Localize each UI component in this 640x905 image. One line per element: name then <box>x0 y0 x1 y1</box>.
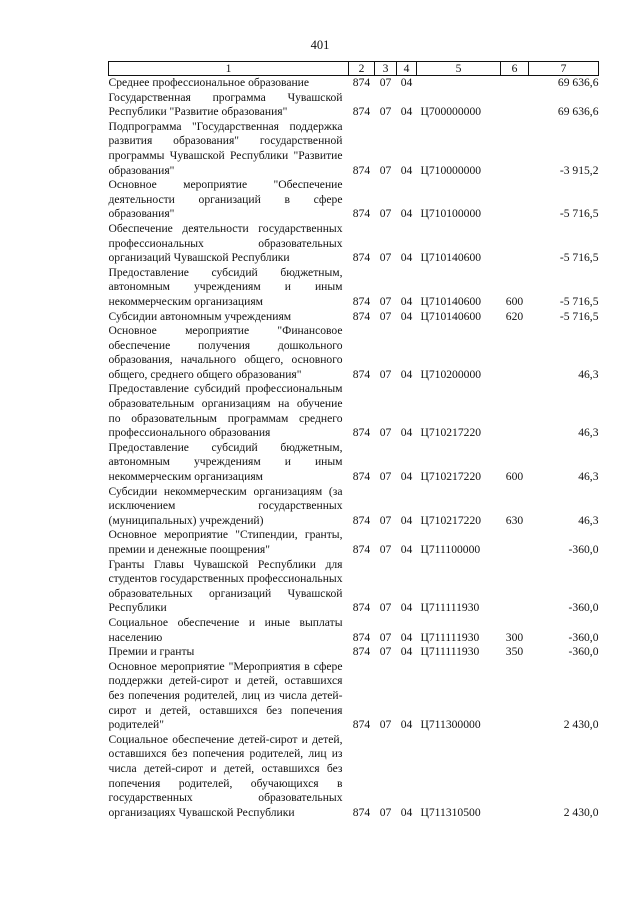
row-col-7: -5 716,5 <box>559 207 599 221</box>
row-col-2: 874 <box>352 543 371 556</box>
row-col-4: 04 <box>400 163 413 177</box>
table-row <box>109 485 599 529</box>
row-col-7: -5 716,5 <box>559 294 599 308</box>
row-col-7: 69 636,6 <box>557 76 599 89</box>
row-col-3: 07 <box>379 718 392 732</box>
row-col-7: -5 716,5 <box>559 251 599 265</box>
row-col-2: 874 <box>352 163 371 177</box>
row-col-5: Ц710200000 <box>420 367 482 381</box>
header-col-2: 2 <box>349 62 375 76</box>
row-col-4: 04 <box>400 543 413 556</box>
table-row <box>109 76 599 91</box>
row-col-3: 07 <box>379 163 392 177</box>
row-name: Предоставление субсидий бюджетным, автономным учреждениям и иным некоммерческим организациям <box>108 440 343 484</box>
row-col-3: 07 <box>379 470 392 484</box>
row-col-6 <box>501 222 529 266</box>
row-col-4: 04 <box>400 805 413 819</box>
table-row <box>109 310 599 325</box>
row-col-6 <box>501 558 529 616</box>
table-row <box>109 324 599 382</box>
row-col-2: 874 <box>352 513 371 527</box>
row-col-3: 07 <box>379 294 392 308</box>
row-col-2: 874 <box>352 601 371 615</box>
table-row <box>109 558 599 616</box>
row-col-2: 874 <box>352 105 371 119</box>
row-col-6 <box>501 178 529 222</box>
table-header-row <box>109 62 599 76</box>
row-col-4: 04 <box>400 426 413 440</box>
header-col-3: 3 <box>375 62 397 76</box>
row-col-6 <box>501 120 529 178</box>
table-row <box>109 441 599 485</box>
row-col-4: 04 <box>400 105 413 119</box>
row-col-6: 600 <box>505 470 524 484</box>
row-col-6 <box>501 76 529 91</box>
table-row <box>109 733 599 821</box>
row-name: Предоставление субсидий бюджетным, автономным учреждениям и иным некоммерческим организациям <box>108 265 343 308</box>
row-col-3: 07 <box>379 601 392 615</box>
row-col-4: 04 <box>400 367 413 381</box>
table-row <box>109 645 599 660</box>
row-col-4: 04 <box>400 601 413 615</box>
row-col-6: 300 <box>505 630 524 644</box>
row-name: Социальное обеспечение и иные выплаты населению <box>108 615 343 644</box>
row-col-2: 874 <box>352 470 371 484</box>
row-col-4: 04 <box>400 207 413 221</box>
row-col-2: 874 <box>352 251 371 265</box>
row-name: Субсидии некоммерческим организациям (за исключением государственных (муниципальных) учреждений) <box>108 484 343 527</box>
row-col-5: Ц711111930 <box>420 630 480 644</box>
row-name: Обеспечение деятельности государственных профессиональных образовательных организаций Чувашской Республики <box>108 221 343 265</box>
row-col-3: 07 <box>379 76 392 89</box>
row-col-3: 07 <box>379 543 392 556</box>
header-col-1: 1 <box>109 62 349 76</box>
row-col-3: 07 <box>379 309 392 323</box>
row-col-3: 07 <box>379 105 392 119</box>
table-row <box>109 266 599 310</box>
row-name: Основное мероприятие "Мероприятия в сфере поддержки детей-сирот и детей, оставшихся без попечения родителей, лиц из числа детей-сирот и детей, оставшихся без попечения родителей" <box>108 659 343 732</box>
row-col-2: 874 <box>352 718 371 732</box>
row-col-6: 350 <box>505 645 524 659</box>
row-col-7: 46,3 <box>578 367 599 381</box>
row-col-6 <box>501 733 529 821</box>
row-col-6: 620 <box>505 309 524 323</box>
row-col-5: Ц700000000 <box>420 105 482 119</box>
budget-table <box>108 61 599 820</box>
row-name: Предоставление субсидий профессиональным образовательным организациям на обучение по образовательным программам среднего профессионального образования <box>108 382 343 440</box>
row-col-4: 04 <box>400 630 413 644</box>
row-col-7: -360,0 <box>568 630 599 644</box>
header-col-7: 7 <box>529 62 599 76</box>
row-col-5: Ц710140600 <box>420 294 482 308</box>
row-col-6: 630 <box>505 513 524 527</box>
row-col-2: 874 <box>352 76 371 89</box>
row-col-7: -3 915,2 <box>559 163 599 177</box>
row-col-6 <box>501 91 529 120</box>
row-col-3: 07 <box>379 251 392 265</box>
row-col-5: Ц710100000 <box>420 207 482 221</box>
row-col-7: -360,0 <box>568 543 599 556</box>
row-col-3: 07 <box>379 513 392 527</box>
row-col-7: 46,3 <box>578 513 599 527</box>
table-row <box>109 178 599 222</box>
row-col-4: 04 <box>400 309 413 323</box>
row-col-6 <box>501 528 529 557</box>
row-col-2: 874 <box>352 630 371 644</box>
row-name: Основное мероприятие "Стипендии, гранты, премии и денежные поощрения" <box>108 528 343 556</box>
row-col-5: Ц710217220 <box>420 470 482 484</box>
table-row <box>109 91 599 120</box>
table-header <box>109 62 599 76</box>
row-col-3: 07 <box>379 645 392 659</box>
row-col-2: 874 <box>352 294 371 308</box>
row-col-5: Ц711100000 <box>420 543 481 556</box>
row-col-7: 2 430,0 <box>563 718 599 732</box>
row-name: Субсидии автономным учреждениям <box>108 309 292 323</box>
row-col-4: 04 <box>400 76 413 89</box>
row-col-2: 874 <box>352 309 371 323</box>
row-col-4: 04 <box>400 513 413 527</box>
row-name: Гранты Главы Чувашской Республики для студентов государственных профессиональных образовательных организаций Чувашской Республики <box>108 557 343 615</box>
row-col-7: 69 636,6 <box>557 105 599 119</box>
row-col-2: 874 <box>352 426 371 440</box>
row-col-5: Ц710140600 <box>420 251 482 265</box>
row-name: Подпрограмма "Государственная поддержка развития образования" государственной программы Чувашской Республики "Развитие образования" <box>108 119 343 177</box>
row-col-5: Ц710140600 <box>420 309 482 323</box>
row-col-5: Ц710217220 <box>420 426 482 440</box>
table-row <box>109 660 599 733</box>
header-col-6: 6 <box>501 62 529 76</box>
row-col-5: Ц711310500 <box>420 805 481 819</box>
row-name: Социальное обеспечение детей-сирот и детей, оставшихся без попечения родителей, лиц из числа детей-сирот и детей, оставшихся без попечения родителей, обучающихся в государственных образовательных организациях Чувашской Республики <box>108 732 343 819</box>
header-col-4: 4 <box>397 62 417 76</box>
header-col-5: 5 <box>417 62 501 76</box>
row-col-3: 07 <box>379 630 392 644</box>
row-col-2: 874 <box>352 645 371 659</box>
row-col-2: 874 <box>352 805 371 819</box>
table-row <box>109 120 599 178</box>
row-col-7: -5 716,5 <box>559 309 599 323</box>
row-col-3: 07 <box>379 367 392 381</box>
table-row <box>109 528 599 557</box>
row-col-5: Ц711111930 <box>420 601 480 615</box>
table-row <box>109 222 599 266</box>
row-name: Среднее профессиональное образование <box>108 76 310 89</box>
row-name: Основное мероприятие "Финансовое обеспечение получения дошкольного образования, начального общего, основного общего, среднего общего образования" <box>108 324 343 381</box>
row-col-4: 04 <box>400 718 413 732</box>
row-col-4: 04 <box>400 470 413 484</box>
row-col-3: 07 <box>379 207 392 221</box>
table-body <box>109 76 599 821</box>
table-row <box>109 382 599 440</box>
row-col-4: 04 <box>400 645 413 659</box>
row-col-2: 874 <box>352 367 371 381</box>
row-col-6 <box>501 382 529 440</box>
row-col-4: 04 <box>400 251 413 265</box>
table-row <box>109 616 599 645</box>
page-number: 401 <box>310 38 330 52</box>
row-col-6: 600 <box>505 294 524 308</box>
row-name: Государственная программа Чувашской Республики "Развитие образования" <box>108 90 343 119</box>
row-col-6 <box>501 324 529 382</box>
row-col-3: 07 <box>379 805 392 819</box>
row-col-5 <box>417 76 501 91</box>
row-col-5: Ц710217220 <box>420 513 482 527</box>
row-col-5: Ц711111930 <box>420 645 480 659</box>
row-col-6 <box>501 660 529 733</box>
row-col-4: 04 <box>400 294 413 308</box>
row-col-5: Ц710000000 <box>420 163 482 177</box>
row-col-7: 46,3 <box>578 470 599 484</box>
row-col-7: -360,0 <box>568 601 599 615</box>
row-col-7: -360,0 <box>568 645 599 659</box>
row-name: Основное мероприятие "Обеспечение деятельности организаций в сфере образования" <box>108 178 343 221</box>
row-col-7: 2 430,0 <box>563 805 599 819</box>
row-name: Премии и гранты <box>108 645 195 659</box>
row-col-2: 874 <box>352 207 371 221</box>
row-col-7: 46,3 <box>578 426 599 440</box>
row-col-3: 07 <box>379 426 392 440</box>
row-col-5: Ц711300000 <box>420 718 481 732</box>
